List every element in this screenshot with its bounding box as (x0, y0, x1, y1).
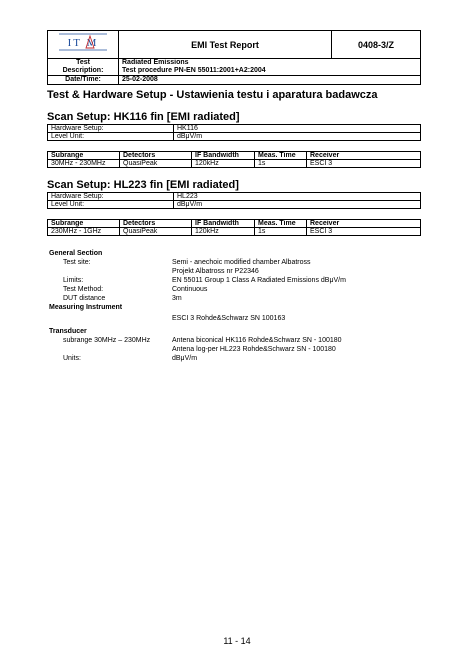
col-header: IF Bandwidth (192, 152, 255, 160)
col-header: Meas. Time (255, 220, 307, 228)
hardware-label: Hardware Setup: (48, 125, 174, 133)
table-cell: 1s (255, 160, 307, 168)
col-header: Meas. Time (255, 152, 307, 160)
test-site-label: Test site: (63, 259, 91, 266)
measuring-instrument-heading: Measuring Instrument (49, 304, 123, 311)
scan-title: Scan Setup: HL223 fin [EMI radiated] (47, 179, 239, 191)
level-value: dBμV/m (174, 201, 421, 209)
report-header (47, 30, 421, 85)
col-header: Subrange (48, 220, 120, 228)
table-cell: ESCI 3 (307, 160, 421, 168)
instrument-value: ESCI 3 Rohde&Schwarz SN 100163 (172, 315, 286, 322)
test-site-value: Projekt Albatross nr P22346 (172, 268, 259, 275)
date-label: Date/Time: (48, 76, 119, 85)
setup-info (47, 249, 427, 363)
table-cell: 120kHz (192, 228, 255, 236)
units-label: Units: (63, 355, 81, 362)
test-method-value: Continuous (172, 286, 208, 293)
page-number: 11 - 14 (223, 636, 251, 646)
table-cell: 120kHz (192, 160, 255, 168)
transducer-heading: Transducer (49, 328, 87, 335)
col-header: Receiver (307, 220, 421, 228)
itam-logo (48, 31, 119, 59)
limits-label: Limits: (63, 277, 84, 284)
level-label: Level Unit: (48, 133, 174, 141)
test-site-value: Semi - anechoic modified chamber Albatross (172, 259, 311, 266)
itam-logo-icon (53, 31, 113, 53)
table-cell: QuasiPeak (120, 228, 192, 236)
test-description-line1: Radiated Emissions (122, 59, 189, 66)
hardware-setup-table (47, 124, 421, 141)
report-code: 0408-3/Z (332, 31, 421, 59)
test-method-label: Test Method: (63, 286, 104, 293)
subrange-table (47, 151, 421, 168)
limits-value: EN 55011 Group 1 Class A Radiated Emissions dBμV/m (172, 277, 346, 284)
subrange-label: subrange 30MHz – 230MHz (63, 337, 151, 344)
hardware-value: HL223 (174, 193, 421, 201)
date-value: 25-02-2008 (119, 76, 421, 85)
level-label: Level Unit: (48, 201, 174, 209)
test-description-label: Test Description: (48, 59, 119, 76)
col-header: Receiver (307, 152, 421, 160)
col-header: Subrange (48, 152, 120, 160)
table-cell: ESCI 3 (307, 228, 421, 236)
table-cell: QuasiPeak (120, 160, 192, 168)
test-description-value (119, 59, 421, 76)
logo-text: IT M (67, 37, 99, 49)
table-cell: 230MHz - 1GHz (48, 228, 120, 236)
report-title: EMI Test Report (119, 31, 332, 59)
test-description-line2: Test procedure PN-EN 55011:2001+A2:2004 (122, 67, 266, 74)
col-header: IF Bandwidth (192, 220, 255, 228)
antenna-value: Antena biconical HK116 Rohde&Schwarz SN - 100180 (172, 337, 342, 344)
level-value: dBμV/m (174, 133, 421, 141)
col-header: Detectors (120, 220, 192, 228)
subrange-table (47, 219, 421, 236)
hardware-label: Hardware Setup: (48, 193, 174, 201)
table-cell: 30MHz - 230MHz (48, 160, 120, 168)
dut-distance-value: 3m (172, 295, 182, 302)
table-cell: 1s (255, 228, 307, 236)
col-header: Detectors (120, 152, 192, 160)
hardware-value: HK116 (174, 125, 421, 133)
scan-title: Scan Setup: HK116 fin [EMI radiated] (47, 111, 240, 123)
dut-distance-label: DUT distance (63, 295, 106, 302)
general-section-heading: General Section (49, 250, 103, 257)
units-value: dBμV/m (172, 355, 198, 362)
main-title: Test & Hardware Setup - Ustawienia testu i aparatura badawcza (47, 89, 378, 101)
hardware-setup-table (47, 192, 421, 209)
antenna-value: Antena log-per HL223 Rohde&Schwarz SN - 100180 (172, 346, 336, 353)
